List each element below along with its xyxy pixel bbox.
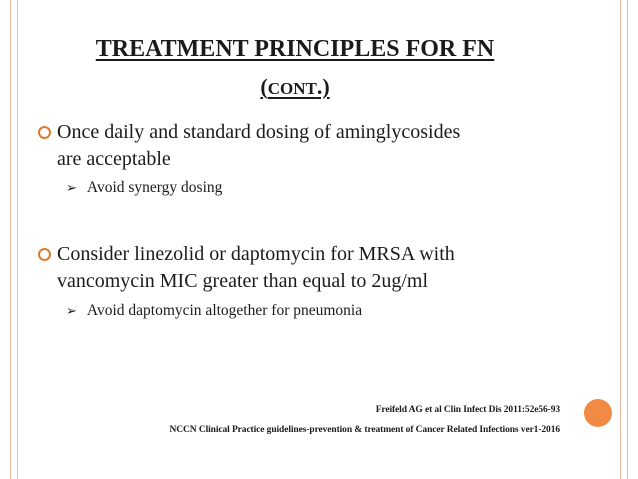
circle-bullet-icon [38, 126, 51, 139]
bullet-linezolid [38, 241, 598, 295]
left-border-line-inner [17, 0, 18, 479]
arrow-bullet-icon: ➢ [66, 180, 77, 195]
right-border-line-inner [620, 0, 621, 479]
bullet-line-1: Consider linezolid or daptomycin for MRSA with [57, 243, 455, 265]
sub-bullet-daptomycin [66, 302, 362, 320]
bullet-aminoglycosides [38, 119, 598, 173]
slide-title-continued [60, 74, 530, 100]
reference-freifeld: Freifeld AG et al Clin Infect Dis 2011:52e56-93 [375, 405, 560, 415]
title-paren-close: .) [316, 74, 330, 99]
bullet-line-2: vancomycin MIC greater than equal to 2ug/ml [57, 270, 429, 292]
circle-bullet-icon [38, 248, 51, 261]
bullet-line-2: are acceptable [57, 148, 171, 170]
sub-bullet-text: Avoid daptomycin altogether for pneumonia [86, 302, 363, 319]
left-border-line-outer [10, 0, 11, 479]
sub-bullet-synergy [66, 179, 222, 197]
right-border-line-outer [627, 0, 628, 479]
bullet-text [38, 241, 598, 295]
bullet-line-1: Once daily and standard dosing of aminglycosides [57, 121, 461, 143]
bullet-text [38, 119, 598, 173]
title-cont-text: CONT [267, 79, 317, 98]
decorative-orange-circle [584, 399, 612, 427]
title-paren-open: ( [260, 74, 268, 99]
sub-bullet-text: Avoid synergy dosing [86, 179, 223, 196]
arrow-bullet-icon: ➢ [66, 303, 77, 318]
slide-title: TREATMENT PRINCIPLES FOR FN [95, 36, 495, 62]
reference-nccn: NCCN Clinical Practice guidelines-prevention & treatment of Cancer Related Infections ver1-2016 [169, 425, 560, 435]
